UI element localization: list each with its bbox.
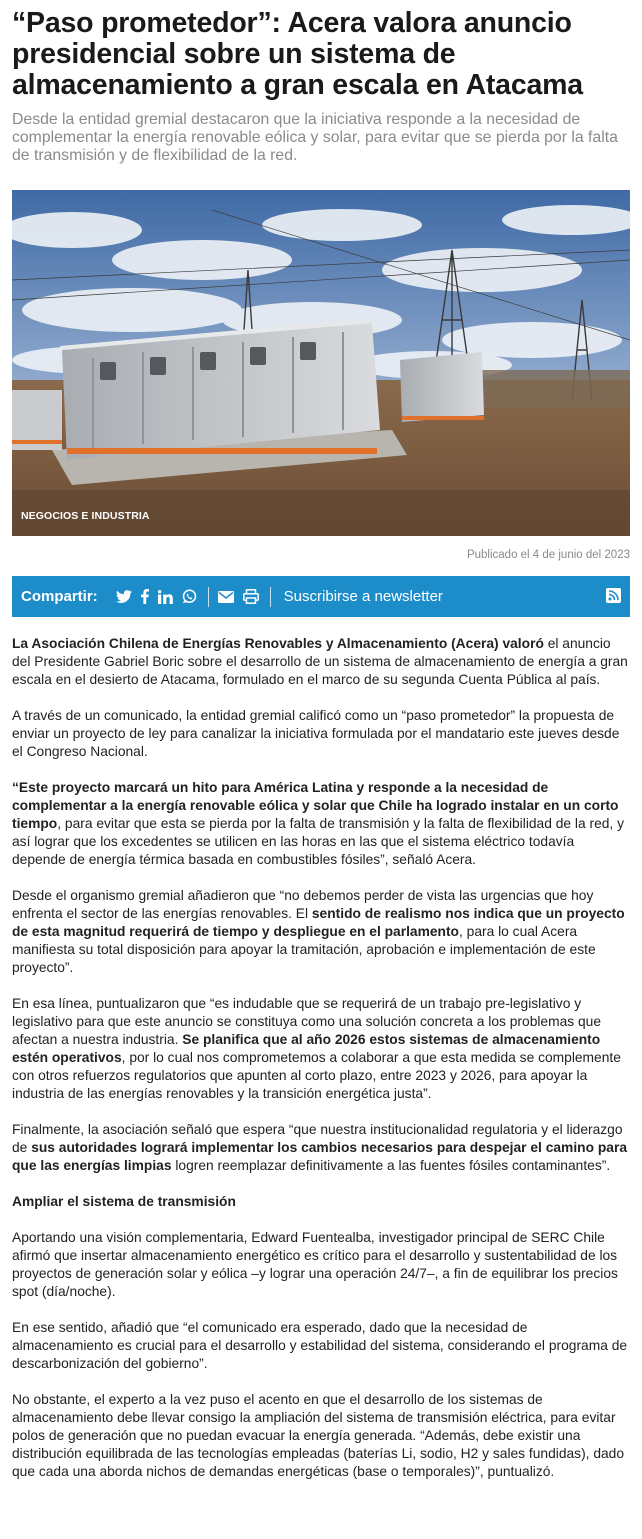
facebook-icon[interactable] bbox=[141, 589, 149, 604]
section-heading: Ampliar el sistema de transmisión bbox=[12, 1194, 236, 1209]
paragraph bbox=[12, 1121, 630, 1175]
share-bar bbox=[12, 576, 630, 617]
paragraph bbox=[12, 635, 630, 689]
battery-storage-photo bbox=[12, 190, 630, 536]
published-date: Publicado el 4 de junio del 2023 bbox=[466, 549, 630, 561]
share-label: Compartir: bbox=[21, 588, 98, 605]
paragraph bbox=[12, 995, 630, 1103]
rss-icon[interactable] bbox=[606, 588, 621, 607]
newsletter-link[interactable]: Suscribirse a newsletter bbox=[283, 588, 443, 605]
paragraph-bold: La Asociación Chilena de Energías Renovables y Almacenamiento (Acera) valoró bbox=[12, 636, 544, 651]
hero-image bbox=[12, 190, 630, 536]
paragraph: A través de un comunicado, la entidad gremial calificó como un “paso prometedor” la propuesta de enviar un proyecto de ley para canalizar la iniciativa formulada por el mandatario este jueves desde el Congreso Nacional. bbox=[12, 708, 620, 759]
paragraph-text: , para lo cual Acera manifiesta su total disposición para apoyar la tramitación, aprobación e implementación de este proyecto”. bbox=[12, 924, 596, 975]
paragraph: No obstante, el experto a la vez puso el acento en que el desarrollo de los sistemas de almacenamiento debe llevar consigo la ampliación del sistema de transmisión eléctrica, para evitar polos de generación que no puedan evacuar la energía generada. “Además, debe existir una distribución equilibrada de las tecnologías empleadas (baterías Li, sodio, H2 y sales fundidas), dado que cada una aborda nichos de demandas energéticas (base o temporales)”, puntualizó. bbox=[12, 1392, 625, 1479]
paragraph-bold: sus autoridades logrará implementar los cambios necesarios para despejar el camino para que las energías limpias bbox=[12, 1140, 627, 1173]
paragraph-text: En esa línea, puntualizaron que “es indudable que se requerirá de un trabajo pre-legislativo y legislativo para que este anuncio se constituya como una solución concreta a los problemas que afectan a nuestra industria. bbox=[12, 996, 602, 1047]
paragraph-text: , para evitar que esta se pierda por la falta de transmisión y la falta de flexibilidad de la red, y así lograr que los excedentes se utilicen en las horas en las que el sistema eléctrico todavía depende de energía térmica basada en combustibles fósiles”, señaló Acera. bbox=[12, 816, 624, 867]
paragraph-text: el anuncio del Presidente Gabriel Boric sobre el desarrollo de un sistema de almacenamiento de energía a gran escala en el desierto de Atacama, formulado en el marco de su segunda Cuenta Pública al país. bbox=[12, 636, 628, 687]
paragraph-bold: “Este proyecto marcará un hito para América Latina y responde a la necesidad de complementar a la energía renovable eólica y solar que Chile ha logrado instalar en un corto tiempo bbox=[12, 780, 619, 831]
paragraph-text: , por lo cual nos comprometemos a colaborar a que esta medida se complemente con otros refuerzos regulatorios que apunten al corto plazo, entre 2023 y 2026, para apoyar la industria de las energías renovables y la transición energética justa”. bbox=[12, 1050, 621, 1101]
article-subtitle: Desde la entidad gremial destacaron que la iniciativa responde a la necesidad de complementar la energía renovable eólica y solar, para evitar que se pierda por la falta de transmisión y de flexibilidad de la red. bbox=[12, 111, 618, 164]
paragraph-bold: Se planifica que al año 2026 estos sistemas de almacenamiento estén operativos bbox=[12, 1032, 601, 1065]
linkedin-icon[interactable] bbox=[158, 590, 173, 604]
paragraph: En ese sentido, añadió que “el comunicado era esperado, dado que la necesidad de almacenamiento es crucial para el desarrollo y estabilidad del sistema, considerando el programa de descarbonización del gobierno”. bbox=[12, 1320, 628, 1371]
paragraph-text: Desde el organismo gremial añadieron que “no debemos perder de vista las urgencias que hoy enfrenta el sector de las energías renovables. El bbox=[12, 888, 594, 921]
share-divider bbox=[270, 587, 271, 607]
category-label[interactable]: NEGOCIOS E INDUSTRIA bbox=[21, 510, 150, 522]
paragraph bbox=[12, 887, 630, 977]
print-icon[interactable] bbox=[243, 589, 259, 604]
share-divider bbox=[208, 587, 209, 607]
article bbox=[12, 0, 630, 1481]
twitter-icon[interactable] bbox=[116, 590, 132, 604]
article-body bbox=[12, 635, 630, 1481]
whatsapp-icon[interactable] bbox=[182, 589, 197, 604]
paragraph-text: logren reemplazar definitivamente a las fuentes fósiles contaminantes”. bbox=[171, 1158, 611, 1173]
article-title: “Paso prometedor”: Acera valora anuncio presidencial sobre un sistema de almacenamiento a gran escala en Atacama bbox=[12, 7, 583, 101]
paragraph bbox=[12, 779, 630, 869]
email-icon[interactable] bbox=[218, 591, 234, 603]
paragraph-text: Finalmente, la asociación señaló que espera “que nuestra institucionalidad regulatoria y el liderazgo de bbox=[12, 1122, 623, 1155]
paragraph: Aportando una visión complementaria, Edward Fuentealba, investigador principal de SERC Chile afirmó que insertar almacenamiento energético es crítico para el desarrollo y sustentabilidad de los proyectos de generación solar y eólica –y lograr una operación 24/7–, a fin de equilibrar los precios spot (día/noche). bbox=[12, 1230, 618, 1299]
paragraph-bold: sentido de realismo nos indica que un proyecto de esta magnitud requerirá de tiempo y despliegue en el parlamento bbox=[12, 906, 625, 939]
